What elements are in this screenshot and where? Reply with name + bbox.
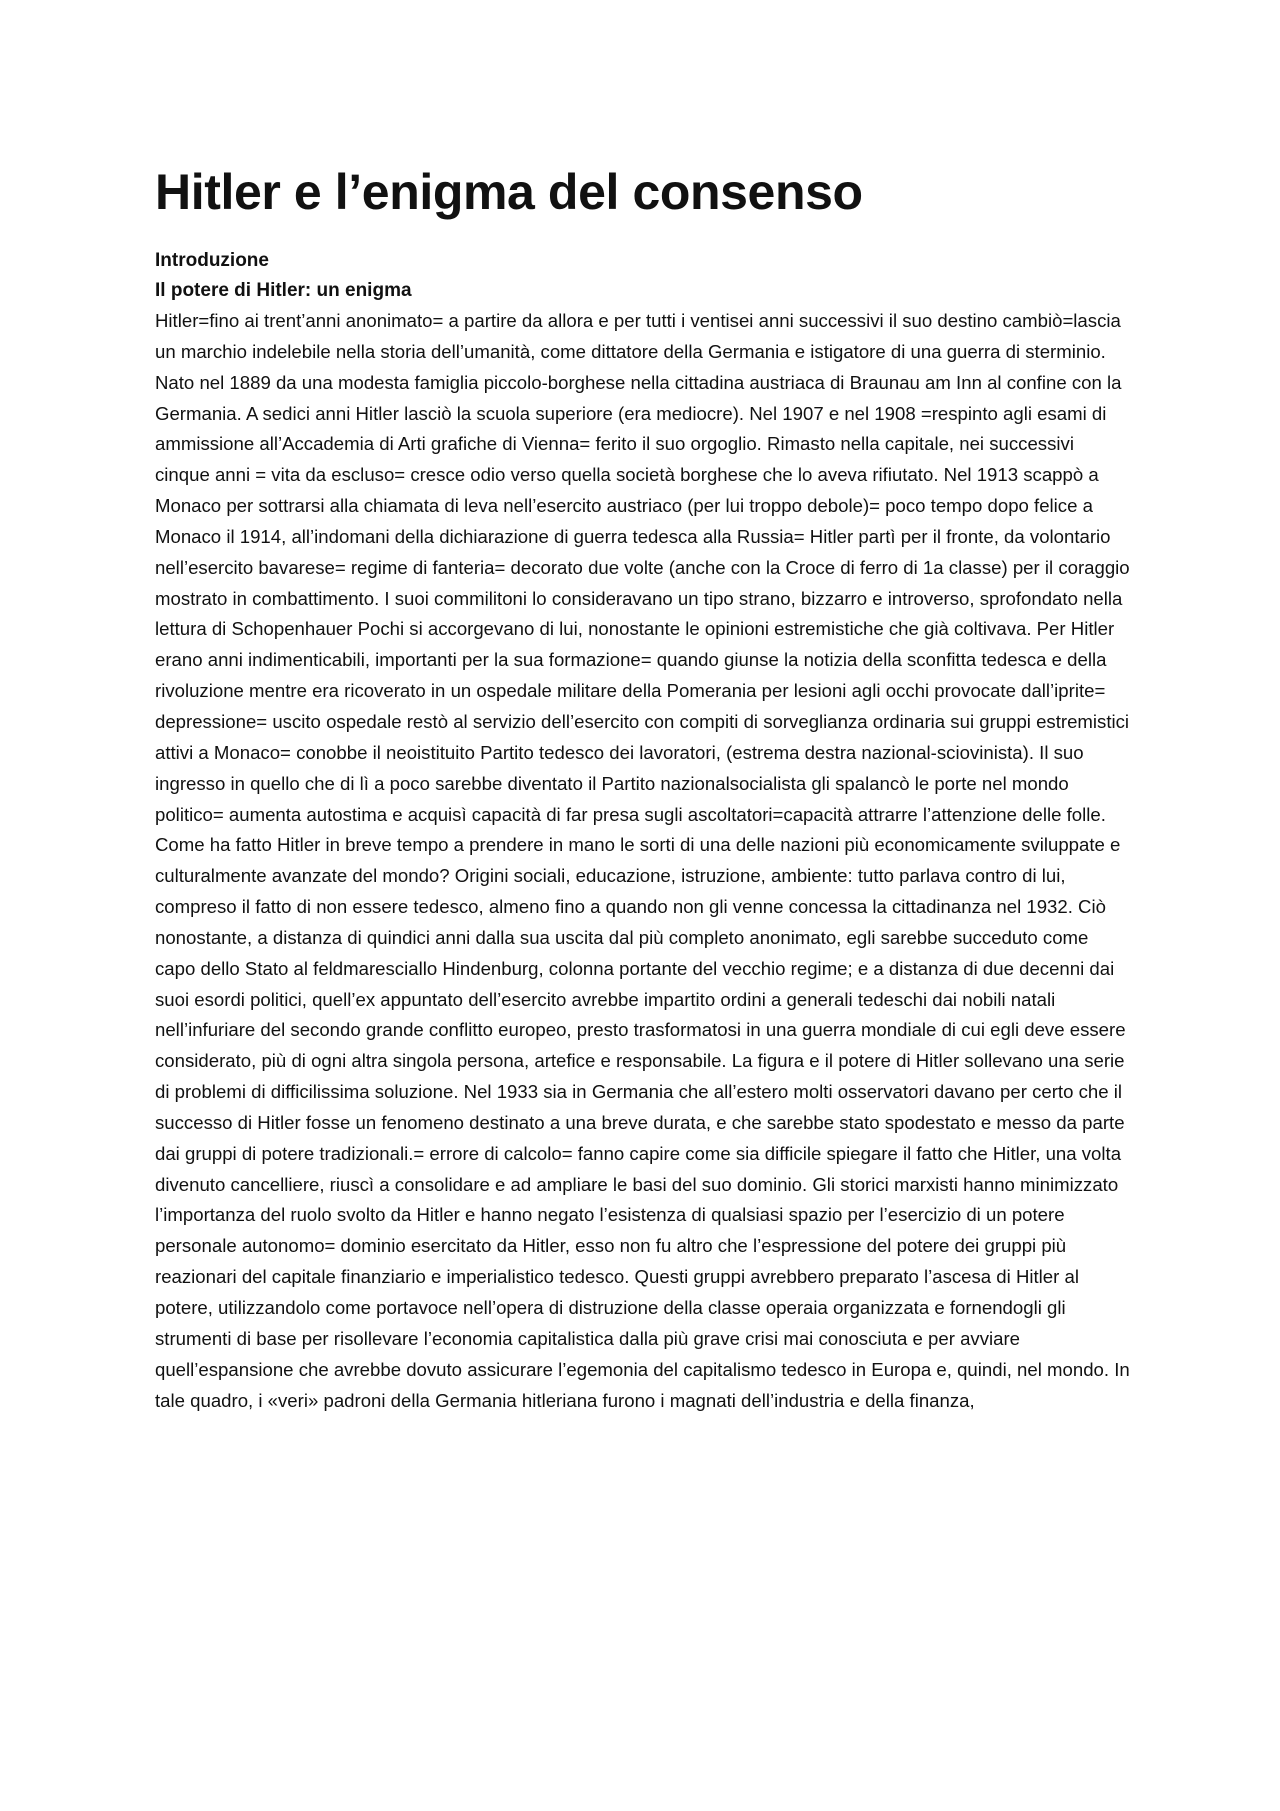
document-page bbox=[155, 160, 1130, 1416]
body-paragraph: Hitler=fino ai trent’anni anonimato= a partire da allora e per tutti i ventisei anni successivi il suo destino cambiò=lascia un marchio indelebile nella storia dell’umanità, come dittatore della Germania e istigatore di una guerra di sterminio. Nato nel 1889 da una modesta famiglia piccolo-borghese nella cittadina austriaca di Braunau am Inn al confine con la Germania. A sedici anni Hitler lasciò la scuola superiore (era mediocre). Nel 1907 e nel 1908 =respinto agli esami di ammissione all’Accademia di Arti grafiche di Vienna= ferito il suo orgoglio. Rimasto nella capitale, nei successivi cinque anni = vita da escluso= cresce odio verso quella società borghese che lo aveva rifiutato. Nel 1913 scappò a Monaco per sottrarsi alla chiamata di leva nell’esercito austriaco (per lui troppo debole)= poco tempo dopo felice a Monaco il 1914, all’indomani della dichiarazione di guerra tedesca alla Russia= Hitler partì per il fronte, da volontario nell’esercito bavarese= regime di fanteria= decorato due volte (anche con la Croce di ferro di 1a classe) per il coraggio mostrato in combattimento. I suoi commilitoni lo consideravano un tipo strano, bizzarro e introverso, sprofondato nella lettura di Schopenhauer Pochi si accorgevano di lui, nonostante le opinioni estremistiche che già coltivava. Per Hitler erano anni indimenticabili, importanti per la sua formazione= quando giunse la notizia della sconfitta tedesca e della rivoluzione mentre era ricoverato in un ospedale militare della Pomerania per lesioni agli occhi provocate dall’iprite= depressione= uscito ospedale restò al servizio dell’esercito con compiti di sorveglianza ordinaria sui gruppi estremistici attivi a Monaco= conobbe il neoistituito Partito tedesco dei lavoratori, (estrema destra nazional-sciovinista). Il suo ingresso in quello che di lì a poco sarebbe diventato il Partito nazionalsocialista gli spalancò le porte nel mondo politico= aumenta autostima e acquisì capacità di far presa sugli ascoltatori=capacità attrarre l’attenzione delle folle. Come ha fatto Hitler in breve tempo a prendere in mano le sorti di una delle nazioni più economicamente sviluppate e culturalmente avanzate del mondo? Origini sociali, educazione, istruzione, ambiente: tutto parlava contro di lui, compreso il fatto di non essere tedesco, almeno fino a quando non gli venne concessa la cittadinanza nel 1932. Ciò nonostante, a distanza di quindici anni dalla sua uscita dal più completo anonimato, egli sarebbe succeduto come capo dello Stato al feldmaresciallo Hindenburg, colonna portante del vecchio regime; e a distanza di due decenni dai suoi esordi politici, quell’ex appuntato dell’esercito avrebbe impartito ordini a generali tedeschi dai nobili natali nell’infuriare del secondo grande conflitto europeo, presto trasformatosi in una guerra mondiale di cui egli deve essere considerato, più di ogni altra singola persona, artefice e responsabile. La figura e il potere di Hitler sollevano una serie di problemi di difficilissima soluzione. Nel 1933 sia in Germania che all’estero molti osservatori davano per certo che il successo di Hitler fosse un fenomeno destinato a una breve durata, e che sarebbe stato spodestato e messo da parte dai gruppi di potere tradizionali.= errore di calcolo= fanno capire come sia difficile spiegare il fatto che Hitler, una volta divenuto cancelliere, riuscì a consolidare e ad ampliare le basi del suo dominio. Gli storici marxisti hanno minimizzato l’importanza del ruolo svolto da Hitler e hanno negato l’esistenza di qualsiasi spazio per l’esercizio di un potere personale autonomo= dominio esercitato da Hitler, esso non fu altro che l’espressione del potere dei gruppi più reazionari del capitale finanziario e imperialistico tedesco. Questi gruppi avrebbero preparato l’ascesa di Hitler al potere, utilizzandolo come portavoce nell’opera di distruzione della classe operaia organizzata e fornendogli gli strumenti di base per risollevare l’economia capitalistica dalla più grave crisi mai conosciuta e per avviare quell’espansione che avrebbe dovuto assicurare l’egemonia del capitalismo tedesco in Europa e, quindi, nel mondo. In tale quadro, i «veri» padroni della Germania hitleriana furono i magnati dell’industria e della finanza, bbox=[155, 310, 1130, 1411]
document-title: Hitler e l’enigma del consenso bbox=[155, 164, 863, 220]
subsection-heading: Il potere di Hitler: un enigma bbox=[155, 280, 412, 301]
section-heading-introduzione: Introduzione bbox=[155, 250, 269, 271]
